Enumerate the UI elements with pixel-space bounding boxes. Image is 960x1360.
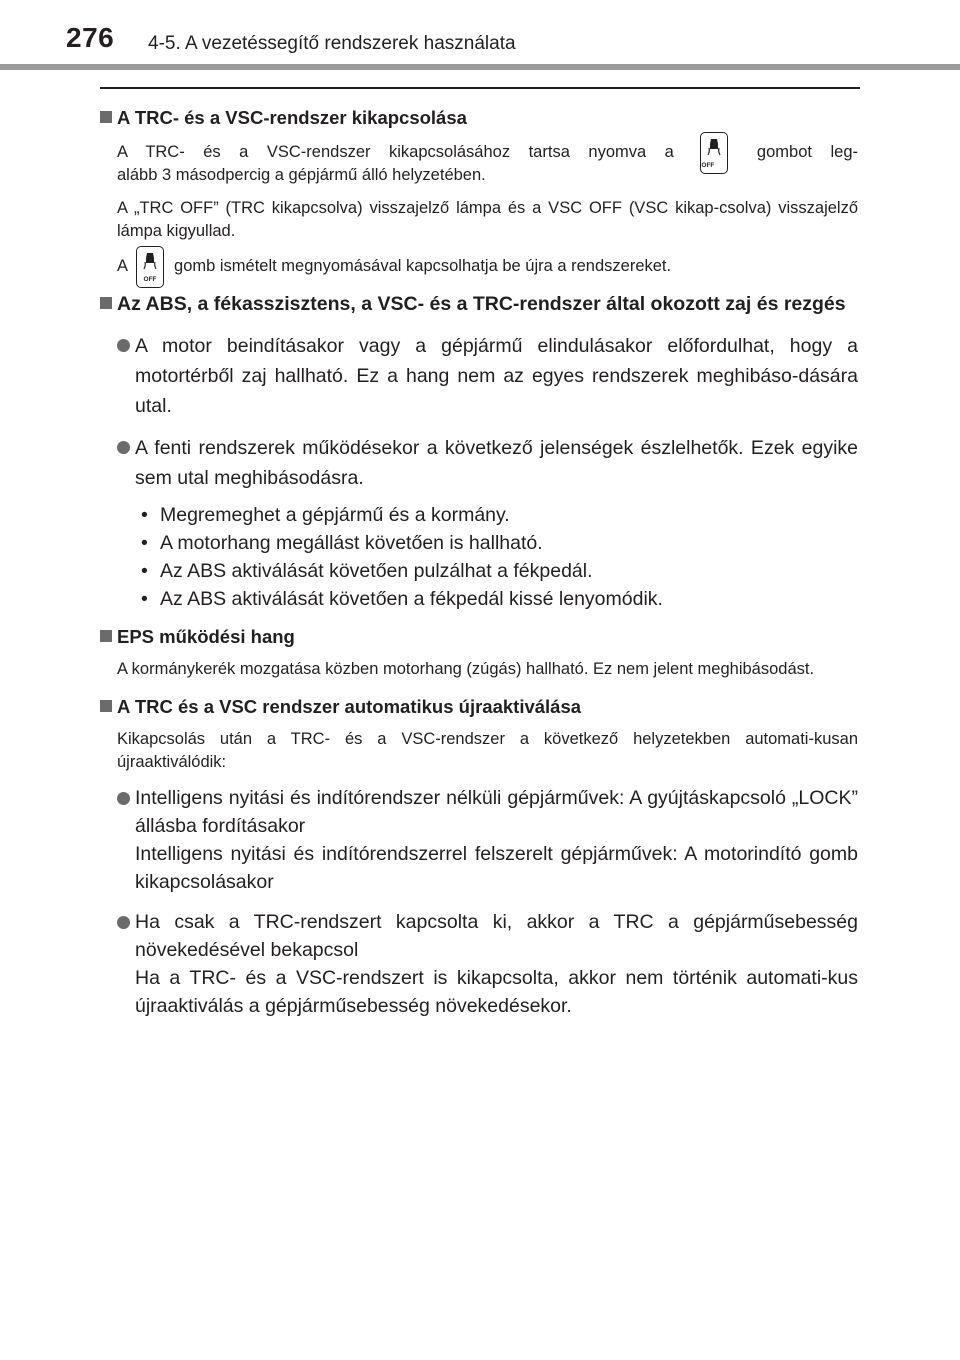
square-bullet-icon xyxy=(100,297,112,309)
page-header xyxy=(0,0,960,70)
section-heading-noise-vibration: Az ABS, a fékasszisztens, a VSC- és a TRC-rendszer által okozott zaj és rezgés xyxy=(100,290,858,319)
section-paragraph: A kormánykerék mozgatása közben motorhang (zúgás) hallható. Ez nem jelent meghibásodást. xyxy=(117,660,815,678)
round-bullet-icon xyxy=(117,441,130,454)
sub-list-item: • Az ABS aktiválását követően a fékpedál kissé lenyomódik. xyxy=(141,588,663,610)
list-item: A fenti rendszerek működésekor a következő jelenségek észlelhetők. Ezek egyike sem utal meghibásodásra. xyxy=(100,433,858,493)
page-content xyxy=(100,96,858,1020)
vsc-off-button-icon: OFF xyxy=(700,132,728,174)
header-divider xyxy=(0,64,960,70)
section-heading-auto-reactivation: A TRC és a VSC rendszer automatikus újraaktiválása xyxy=(100,693,858,720)
section-paragraph: A TRC- és a VSC-rendszer kikapcsolásához tartsa nyomva a OFF gombot leg- alább 3 másodpercig a gépjármű álló helyzetében. xyxy=(100,141,858,187)
sub-list-item: • Megremeghet a gépjármű és a kormány. xyxy=(141,504,510,526)
list-item: A motor beindításakor vagy a gépjármű elindulásakor előfordulhat, hogy a motortérből zaj hallható. Ez a hang nem az egyes rendszerek meghibáso-dására utal. xyxy=(100,331,858,421)
content-top-rule xyxy=(100,87,860,89)
square-bullet-icon xyxy=(100,630,112,642)
sub-list-item: • Az ABS aktiválását követően pulzálhat a fékpedál. xyxy=(141,560,593,582)
section-heading-eps-sound: EPS működési hang xyxy=(100,623,858,650)
sub-list xyxy=(100,501,858,613)
section-paragraph: A OFF gomb ismételt megnyomásával kapcsolhatja be újra a rendszereket. xyxy=(100,255,858,278)
section-heading-trc-vsc-off: A TRC- és a VSC-rendszer kikapcsolása xyxy=(100,104,858,131)
round-bullet-icon xyxy=(117,339,130,352)
sub-list-item: • A motorhang megállást követően is hallható. xyxy=(141,532,543,554)
round-bullet-icon xyxy=(117,916,130,929)
section-paragraph: Kikapcsolás után a TRC- és a VSC-rendszer a következő helyzetekben automati-kusan újraaktiválódik: xyxy=(117,730,858,771)
square-bullet-icon xyxy=(100,700,112,712)
page-number: 276 xyxy=(66,22,115,53)
list-item: Intelligens nyitási és indítórendszer nélküli gépjárművek: A gyújtáskapcsoló „LOCK” állásba fordításakor Intelligens nyitási és indítórendszerrel felszerelt gépjárművek: A motorindító gomb kikapcsolásakor xyxy=(100,784,858,896)
square-bullet-icon xyxy=(100,111,112,123)
chapter-title: 4-5. A vezetéssegítő rendszerek használata xyxy=(148,33,516,54)
round-bullet-icon xyxy=(117,792,130,805)
list-item: Ha csak a TRC-rendszert kapcsolta ki, akkor a TRC a gépjárműsebesség növekedésével bekapcsol Ha a TRC- és a VSC-rendszert is kikapcsolta, akkor nem történik automati-kus újraaktiválás a gépjárműsebesség növekedésekor. xyxy=(100,908,858,1020)
section-paragraph: A „TRC OFF” (TRC kikapcsolva) visszajelző lámpa és a VSC OFF (VSC kikap-csolva) visszajelző lámpa kigyullad. xyxy=(117,199,858,240)
vsc-off-button-icon: OFF xyxy=(136,246,164,288)
